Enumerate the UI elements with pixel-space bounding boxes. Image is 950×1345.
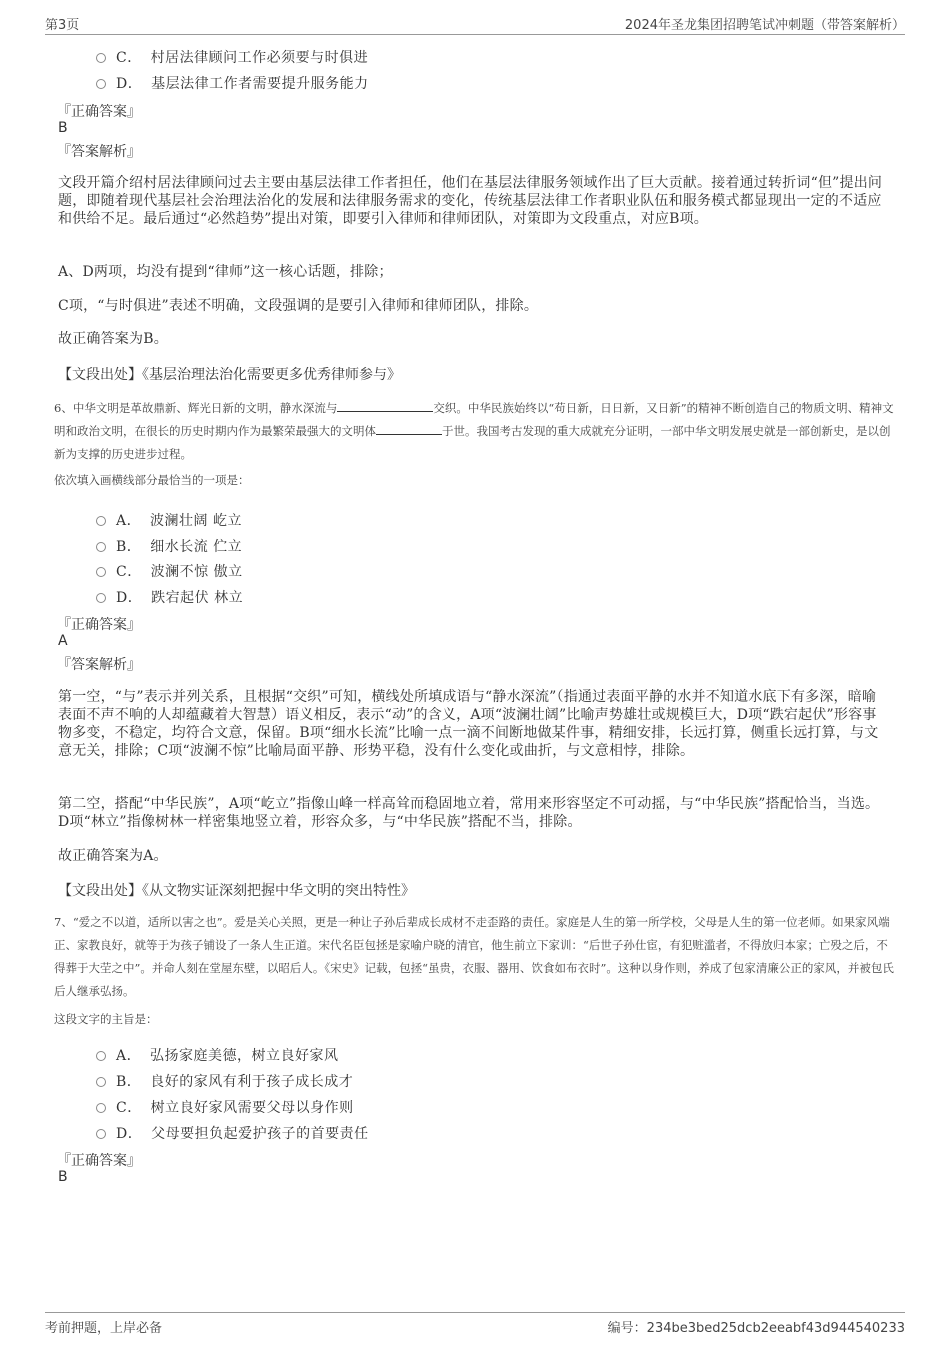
- radio-icon[interactable]: [96, 53, 106, 63]
- q7-option-d[interactable]: D． 父母要担负起爱护孩子的首要责任: [96, 1123, 369, 1143]
- q6-analysis-label: 『答案解析』: [57, 657, 141, 673]
- radio-icon[interactable]: [96, 1129, 106, 1139]
- radio-icon[interactable]: [96, 79, 106, 89]
- q7-answer-label: 『正确答案』: [57, 1153, 141, 1169]
- q7-option-b[interactable]: B． 良好的家风有利于孩子成长成才: [96, 1071, 353, 1091]
- q6-answer-label: 『正确答案』: [57, 617, 141, 633]
- q6-analysis-p1: 第一空，“与”表示并列关系，且根据“交织”可知，横线处所填成语与“静水深流”（指通过表面平静的水并不知道水底下有多深，暗喻表面不声不响的人却蕴藏着大智慧）语义相反，表示“动”的含义，A项“波澜壮阔”比喻声势雄壮或规模巨大，D项“跌宕起伏”形容事物多变，不稳定，均符合文意，保留。B项“细水长流”比喻一点一滴不间断地做某件事，精细安排，长远打算，侧重长远打算，与文意无关，排除；C项“波澜不惊”比喻局面平静、形势平稳，没有什么变化或曲折，与文意相悖，排除。: [58, 689, 879, 759]
- q7-option-a[interactable]: A． 弘扬家庭美德，树立良好家风: [96, 1045, 339, 1065]
- page-header: [45, 14, 905, 35]
- q5-analysis-p1: 文段开篇介绍村居法律顾问过去主要由基层法律工作者担任，他们在基层法律服务领域作出了巨大贡献。接着通过转折词“但”提出问题，即随着现代基层社会治理法治化的发展和法律服务需求的变化，传统基层法律工作者职业队伍和服务模式都显现出一定的不适应和供给不足。最后通过“必然趋势”提出对策，即要引入律师和律师团队，对策即为文段重点，对应B项。: [58, 175, 883, 227]
- q6-analysis-p2: 第二空，搭配“中华民族”，A项“屹立”指像山峰一样高耸而稳固地立着，常用来形容坚定不可动摇，与“中华民族”搭配恰当，当选。D项“林立”指像树林一样密集地竖立着，形容众多，与“中华民族”搭配不当，排除。: [58, 796, 880, 830]
- q5-analysis-p2: A、D两项，均没有提到“律师”这一核心话题，排除；: [58, 264, 393, 280]
- q6-stem: 6、中华文明是革故鼎新、辉光日新的文明，静水深流与 交织。中华民族始终以“苟日新，日日新，又日新”的精神不断创造自己的物质文明、精神文明和政治文明，在很长的历史时期内作为最繁荣最强大的文明体 于世。我国考古发现的重大成就充分证明，一部中华文明发展史就是一部创新史，是以创新为支撑的历史进步过程。: [54, 401, 894, 461]
- q6-blank-1: [337, 399, 433, 412]
- page-footer: [45, 1312, 905, 1337]
- q5-option-c[interactable]: C． 村居法律顾问工作必须要与时俱进: [96, 47, 368, 67]
- q6-option-c[interactable]: C． 波澜不惊 傲立: [96, 561, 243, 581]
- radio-icon[interactable]: [96, 1051, 106, 1061]
- q7-stem: 7、“爱之不以道，适所以害之也”。爱是关心关照，更是一种让子孙后辈成长成材不走歪路的责任。家庭是人生的第一所学校，父母是人生的第一位老师。如果家风端正、家教良好，就等于为孩子铺设了一条人生正道。宋代名臣包拯是家喻户晓的清官，他生前立下家训：“后世子孙仕宦，有犯赃滥者，不得放归本家；亡殁之后，不得葬于大茔之中”。并命人刻在堂屋东壁，以昭后人。《宋史》记载，包拯“虽贵，衣服、器用、饮食如布衣时”。这种以身作则，养成了包家清廉公正的家风，并被包氏后人继承弘扬。: [54, 915, 894, 998]
- footer-slogan: 考前押题，上岸必备: [45, 1321, 163, 1336]
- q6-prompt: 依次填入画横线部分最恰当的一项是：: [54, 473, 250, 487]
- radio-icon[interactable]: [96, 1077, 106, 1087]
- q5-answer-label: 『正确答案』: [57, 104, 141, 120]
- q5-answer: B: [58, 120, 68, 136]
- q5-analysis-label: 『答案解析』: [57, 144, 141, 160]
- radio-icon[interactable]: [96, 593, 106, 603]
- q6-option-a[interactable]: A． 波澜壮阔 屹立: [96, 510, 242, 530]
- q6-option-d[interactable]: D． 跌宕起伏 林立: [96, 587, 243, 607]
- radio-icon[interactable]: [96, 516, 106, 526]
- q5-source: 【文段出处】《基层治理法治化需要更多优秀律师参与》: [58, 367, 401, 383]
- q6-blank-2: [376, 422, 442, 435]
- footer-serial: 编号：234be3bed25dcb2eeabf43d944540233: [607, 1321, 905, 1336]
- q5-option-d[interactable]: D． 基层法律工作者需要提升服务能力: [96, 73, 369, 93]
- q7-prompt: 这段文字的主旨是：: [54, 1012, 158, 1026]
- q7-option-c[interactable]: C． 树立良好家风需要父母以身作则: [96, 1097, 354, 1117]
- radio-icon[interactable]: [96, 542, 106, 552]
- q5-analysis-p4: 故正确答案为B。: [58, 331, 168, 347]
- q6-source: 【文段出处】《从文物实证深刻把握中华文明的突出特性》: [58, 883, 415, 899]
- document-title: 2024年圣龙集团招聘笔试冲刺题（带答案解析）: [624, 18, 905, 33]
- radio-icon[interactable]: [96, 1103, 106, 1113]
- page-number: 第3页: [45, 18, 80, 33]
- q6-answer: A: [58, 633, 68, 649]
- q7-answer: B: [58, 1169, 68, 1185]
- q6-analysis-p3: 故正确答案为A。: [58, 848, 168, 864]
- q5-analysis-p3: C项，“与时俱进”表述不明确，文段强调的是要引入律师和律师团队，排除。: [58, 298, 539, 314]
- q6-option-b[interactable]: B． 细水长流 伫立: [96, 536, 242, 556]
- radio-icon[interactable]: [96, 567, 106, 577]
